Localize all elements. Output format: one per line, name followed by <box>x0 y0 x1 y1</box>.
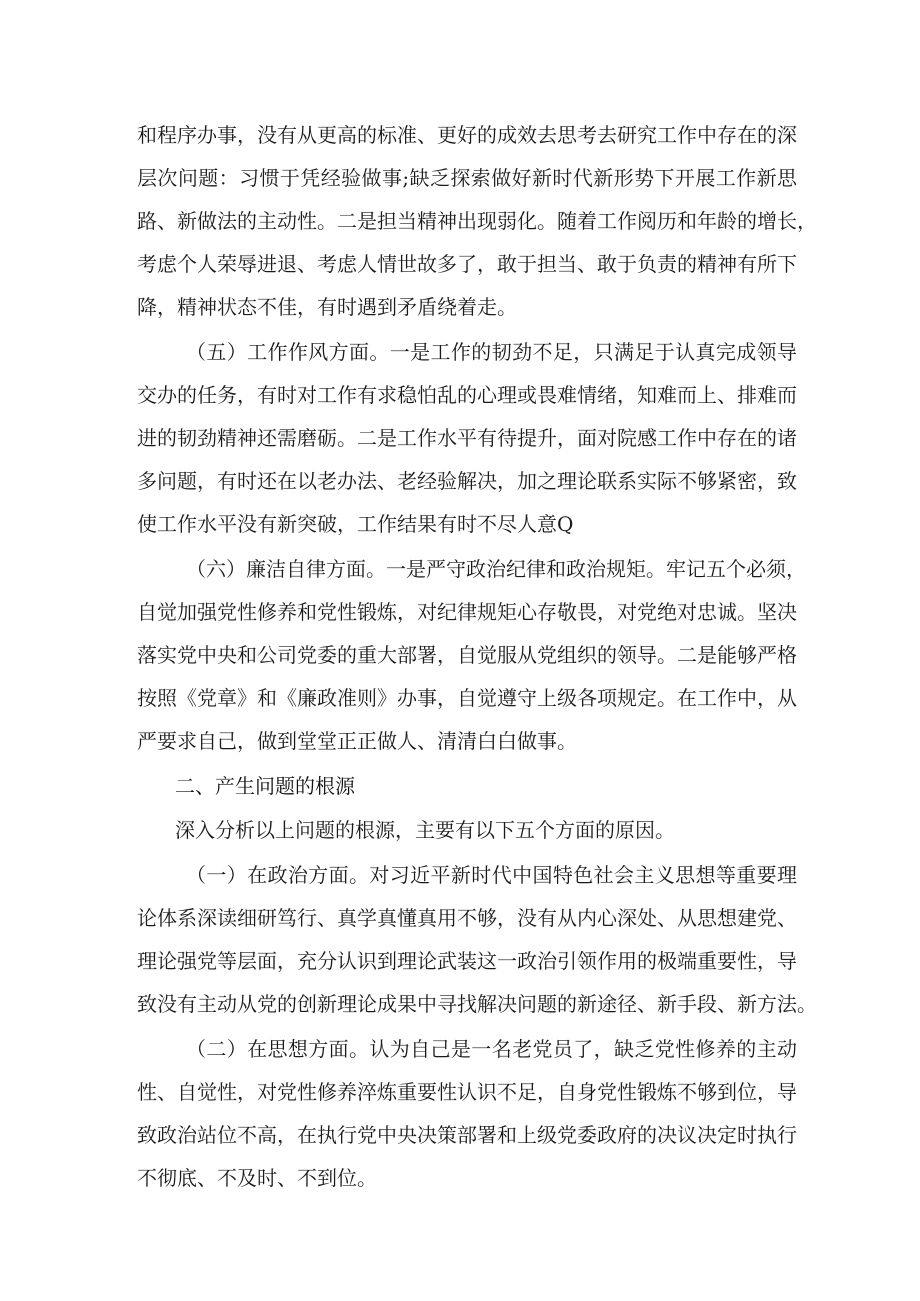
paragraph-line: 严要求自己，做到堂堂正正做人、清清白白做事。 <box>137 729 577 753</box>
paragraph-line: （五）工作作风方面。一是工作的韧劲不足，只满足于认真完成领导 <box>186 340 797 364</box>
paragraph-line: 使工作水平没有新突破，工作结果有时不尽人意Q <box>137 512 574 536</box>
paragraph-line: 层次问题：习惯于凭经验做事;缺乏探索做好新时代新形势下开展工作新思 <box>137 166 797 190</box>
paragraph-line: 和程序办事，没有从更高的标准、更好的成效去思考去研究工作中存在的深 <box>137 123 797 147</box>
section-heading: 二、产生问题的根源 <box>175 774 355 798</box>
paragraph-line: 交办的任务，有时对工作有求稳怕乱的心理或畏难情绪，知难而上、排难而 <box>137 383 797 407</box>
paragraph-line: 致政治站位不高，在执行党中央决策部署和上级党委政府的决议决定时执行 <box>137 1123 797 1147</box>
paragraph-line: 路、新做法的主动性。二是担当精神出现弱化。随着工作阅历和年龄的增长， <box>137 209 817 233</box>
paragraph-line: （六）廉洁自律方面。一是严守政治纪律和政治规矩。牢记五个必须， <box>186 557 806 581</box>
paragraph-line: 考虑个人荣辱进退、考虑人情世故多了，敢于担当、敢于负责的精神有所下 <box>137 252 797 276</box>
paragraph-line: 自觉加强党性修养和党性锻炼，对纪律规矩心存敬畏，对党绝对忠诚。坚决 <box>137 600 797 624</box>
paragraph-line: （二）在思想方面。认为自己是一名老党员了，缺乏党性修养的主动 <box>186 1037 797 1061</box>
paragraph-line: 深入分析以上问题的根源，主要有以下五个方面的原因。 <box>175 818 675 842</box>
paragraph-line: 性、自觉性，对党性修养淬炼重要性认识不足，自身党性锻炼不够到位，导 <box>137 1080 797 1104</box>
paragraph-line: 多问题，有时还在以老办法、老经验解决，加之理论联系实际不够紧密，致 <box>137 469 797 493</box>
paragraph-line: 落实党中央和公司党委的重大部署，自觉服从党组织的领导。二是能够严格 <box>137 643 797 667</box>
paragraph-line: 不彻底、不及时、不到位。 <box>137 1166 377 1190</box>
paragraph-line: 进的韧劲精神还需磨砺。二是工作水平有待提升，面对院感工作中存在的诸 <box>137 426 797 450</box>
paragraph-line: 论体系深读细研笃行、真学真懂真用不够，没有从内心深处、从思想建党、 <box>137 906 797 930</box>
paragraph-line: 理论强党等层面，充分认识到理论武装这一政治引领作用的极端重要性，导 <box>137 949 797 973</box>
paragraph-line: 按照《党章》和《廉政准则》办事，自觉遵守上级各项规定。在工作中，从 <box>137 686 797 710</box>
paragraph-line: 降，精神状态不佳，有时遇到矛盾绕着走。 <box>137 295 517 319</box>
paragraph-line: （一）在政治方面。对习近平新时代中国特色社会主义思想等重要理 <box>186 863 797 887</box>
paragraph-line: 致没有主动从党的创新理论成果中寻找解决问题的新途径、新手段、新方法。 <box>137 992 817 1016</box>
